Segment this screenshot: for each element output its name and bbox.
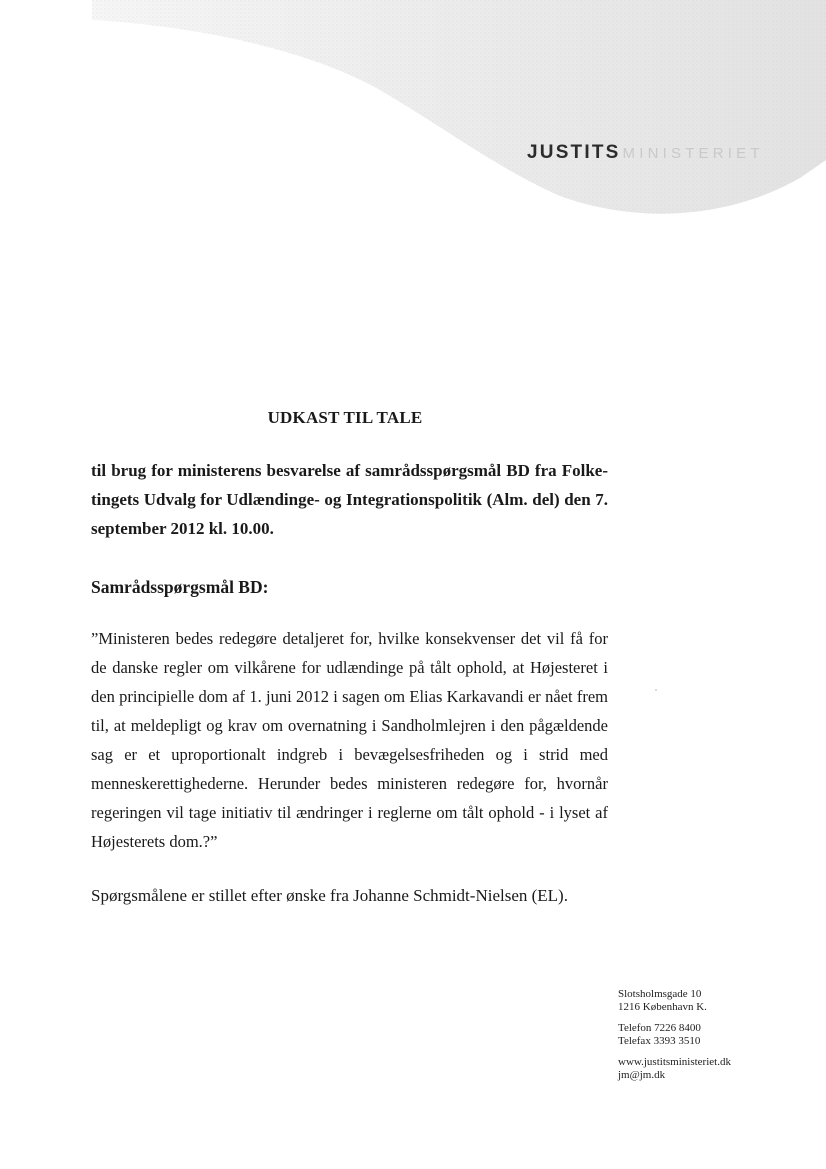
address-block [618, 988, 731, 1082]
address-city: 1216 København K. [618, 1001, 707, 1013]
address-street: Slotsholmsgade 10 [618, 988, 702, 1000]
document-title: UDKAST TIL TALE [267, 408, 423, 427]
question-text: ”Ministeren bedes redegøre detaljeret for, hvilke konsekvenser det vil få for de danske regler om vilkårene for udlændinge på tålt ophold, at Højesteret i den principielle dom af 1. juni 2012 i sagen om Elias Karkavandi er nået frem til, at meldepligt og krav om overnatning i Sandholmlejren i den pågældende sag er et uproportionalt indgreb i bevægelsesfriheden og i strid med menneskerettighederne. Herunder bedes ministeren redegøre for, hvornår regeringen vil tage initiativ til ændringer i reglerne om tålt ophold - i lyset af Højesterets dom.?” [91, 629, 608, 851]
document-subtitle: til brug for ministerens besvarelse af samrådsspørgsmål BD fra Folke-tingets Udvalg for Udlændinge- og Integrationspolitik (Alm. del) den 7. september 2012 kl. 10.00. [91, 461, 608, 538]
logo-text-light: MINISTERIET [622, 145, 764, 162]
address-web: www.justitsministeriet.dk [618, 1056, 731, 1068]
address-phone: Telefon 7226 8400 [618, 1022, 701, 1034]
logo-text-strong: JUSTITS [527, 142, 621, 163]
asked-by-note: Spørgsmålene er stillet efter ønske fra Johanne Schmidt-Nielsen (EL). [91, 886, 568, 905]
letterhead-wave [0, 0, 826, 260]
address-email: jm@jm.dk [618, 1069, 666, 1081]
justitsministeriet-logo [527, 142, 764, 164]
address-fax: Telefax 3393 3510 [618, 1035, 701, 1047]
scan-speck [655, 689, 657, 691]
section-heading: Samrådsspørgsmål BD: [91, 577, 269, 597]
